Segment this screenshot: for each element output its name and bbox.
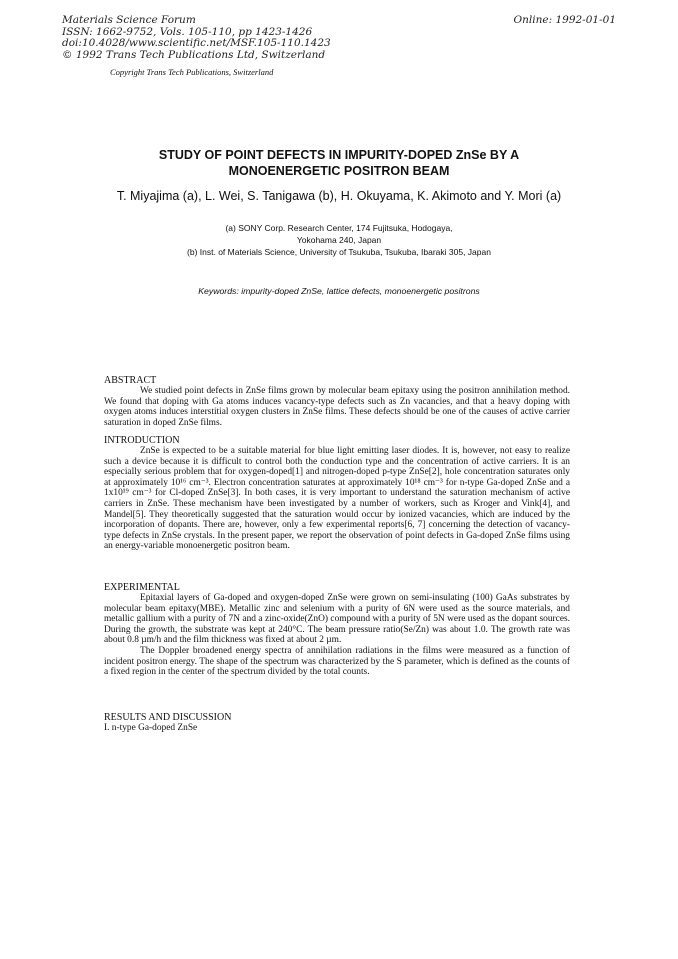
journal-header: [62, 15, 331, 61]
paper-title: STUDY OF POINT DEFECTS IN IMPURITY-DOPED ZnSe BY A MONOENERGETIC POSITRON BEAM: [158, 148, 520, 178]
abstract-body: [104, 386, 570, 428]
introduction-text: ZnSe is expected to be a suitable material for blue light emitting laser diodes. It is, however, not easy to realize such a device because it is difficult to control both the conduction type and the concentration of active carriers. It is an especially serious problem that for oxygen-doped[1] and nitrogen-doped p-type ZnSe[2], hole concentration saturates only at approximately 10¹⁶ cm⁻³. Electron concentration saturates at approximately 10¹⁸ cm⁻³ for n-type Ga-doped ZnSe and a 1x10¹⁹ cm⁻³ for Cl-doped ZnSe[3]. In both cases, it is very important to understand the saturation mechanism of active carriers in ZnSe. These mechanism have been investigated by a number of workers, such as Kroger and Vink[4], and Mandel[5]. They theoretically suggested that the saturation would occur by ionized vacancies, which are induced by the incorporation of dopants. There are, however, only a few experimental reports[6, 7] concerning the detection of vacancy-type defects in ZnSe crystals. In the present paper, we report the observation of point defects in Ga-doped ZnSe films using an energy-variable monoenergetic positron beam.: [104, 446, 570, 552]
results-heading: RESULTS AND DISCUSSION: [104, 712, 232, 723]
experimental-body: [104, 593, 570, 678]
copyright-notice: Copyright Trans Tech Publications, Switzerland: [110, 67, 274, 77]
affiliation-b: (b) Inst. of Materials Science, University of Tsukuba, Tsukuba, Ibaraki 305, Japan: [187, 247, 491, 257]
publisher-line: © 1992 Trans Tech Publications Ltd, Switzerland: [62, 48, 326, 61]
online-date: Online: 1992-01-01: [513, 14, 616, 26]
results-subheading: I. n-type Ga-doped ZnSe: [104, 723, 198, 733]
experimental-heading: EXPERIMENTAL: [104, 582, 180, 593]
introduction-heading: INTRODUCTION: [104, 435, 180, 446]
abstract-text: We studied point defects in ZnSe films grown by molecular beam epitaxy using the positron annihilation method. We found that doping with Ga atoms induces vacancy-type defects such as Zn vacancies, and that a heavy doping with oxygen atoms induces interstitial oxygen clusters in ZnSe films. These defects should be one of the causes of active carrier saturation in doped ZnSe films.: [104, 386, 570, 428]
affiliation-a-line2: Yokohama 240, Japan: [296, 235, 382, 245]
doi-line: doi:10.4028/www.scientific.net/MSF.105-110.1423: [62, 37, 331, 49]
experimental-paragraph-1: Epitaxial layers of Ga-doped and oxygen-doped ZnSe were grown on semi-insulating (100) GaAs substrates by molecular beam epitaxy(MBE). Metallic zinc and selenium with a purity of 6N were used as the source materials, and metallic gallium with a purity of 7N and a zinc-oxide(ZnO) compound with a purity of 5N were used as the dopant sources. During the growth, the substrate was kept at 240°C. The beam pressure ratio(Se/Zn) was about 1.0. The growth rate was about 0.8 µm/h and the film thickness was fixed at about 2 µm.: [104, 593, 570, 646]
keywords: Keywords: impurity-doped ZnSe, lattice defects, monoenergetic positrons: [198, 286, 480, 296]
experimental-paragraph-2: The Doppler broadened energy spectra of annihilation radiations in the films were measured as a function of incident positron energy. The shape of the spectrum was characterized by the S parameter, which is defined as the counts of a fixed region in the center of the spectrum divided by the total counts.: [104, 645, 570, 678]
affiliations: [104, 222, 574, 258]
introduction-body: [104, 446, 570, 552]
author-list: T. Miyajima (a), L. Wei, S. Tanigawa (b), H. Okuyama, K. Akimoto and Y. Mori (a): [116, 189, 562, 203]
journal-name: Materials Science Forum: [62, 14, 196, 26]
affiliation-a-line1: (a) SONY Corp. Research Center, 174 Fujitsuka, Hodogaya,: [225, 223, 453, 233]
abstract-heading: ABSTRACT: [104, 375, 157, 386]
issn-line: ISSN: 1662-9752, Vols. 105-110, pp 1423-1426: [62, 25, 313, 38]
